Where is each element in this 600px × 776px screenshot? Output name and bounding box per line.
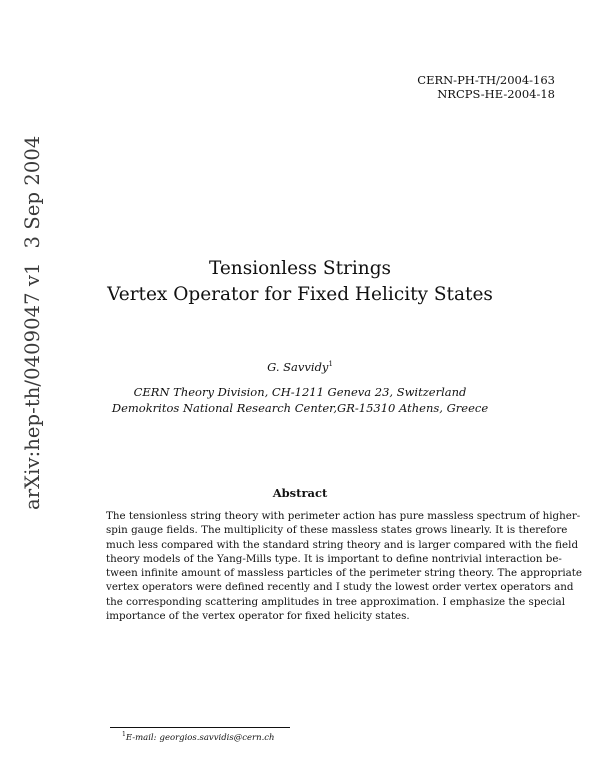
report-number-cern: CERN-PH-TH/2004-163 [417,73,555,87]
author-name: G. Savvidy [267,360,329,374]
report-number-nrcps: NRCPS-HE-2004-18 [437,87,555,101]
footnote [122,731,275,743]
abstract-line: The tensionless string theory with perimeter action has pure massless spectrum of higher- [106,510,581,522]
abstract-line: the corresponding scattering amplitudes in tree approximation. I emphasize the special [106,595,565,608]
footnote-email: georgios.savvidis@cern.ch [159,733,275,743]
author-footnote-mark: 1 [328,360,333,368]
arxiv-stamp [21,136,44,510]
report-numbers [417,73,555,101]
abstract-line: vertex operators were defined recently and I study the lowest order vertex operators and [106,581,574,594]
abstract-line: much less compared with the standard string theory and is larger compared with the field [106,538,579,551]
affiliation-cern: CERN Theory Division, CH-1211 Geneva 23, Switzerland [133,385,467,399]
title-line-2: Vertex Operator for Fixed Helicity States [107,284,493,305]
abstract-heading: Abstract [272,486,328,500]
arxiv-date: 3 Sep 2004 [21,135,44,249]
abstract-line: spin gauge fields. The multiplicity of these massless states grows linearly. It is therefore [106,524,568,537]
footnote-mark: 1 [122,731,126,738]
abstract-line: theory models of the Yang-Mills type. It is important to define nontrivial interaction be- [106,552,562,565]
footnote-rule [110,727,290,728]
abstract-line: importance of the vertex operator for fixed helicity states. [106,610,410,623]
author [0,360,600,374]
footnote-label: E-mail: [125,733,157,743]
paper-title [0,256,600,308]
abstract-line: tween infinite amount of massless particles of the perimeter string theory. The appropriate [106,567,583,580]
title-line-1: Tensionless Strings [208,258,392,279]
abstract-body [106,509,583,623]
affiliations [0,384,600,416]
arxiv-id: arXiv:hep-th/0409047 v1 [21,262,44,510]
affiliation-demokritos: Demokritos National Research Center,GR-15310 Athens, Greece [111,401,489,415]
